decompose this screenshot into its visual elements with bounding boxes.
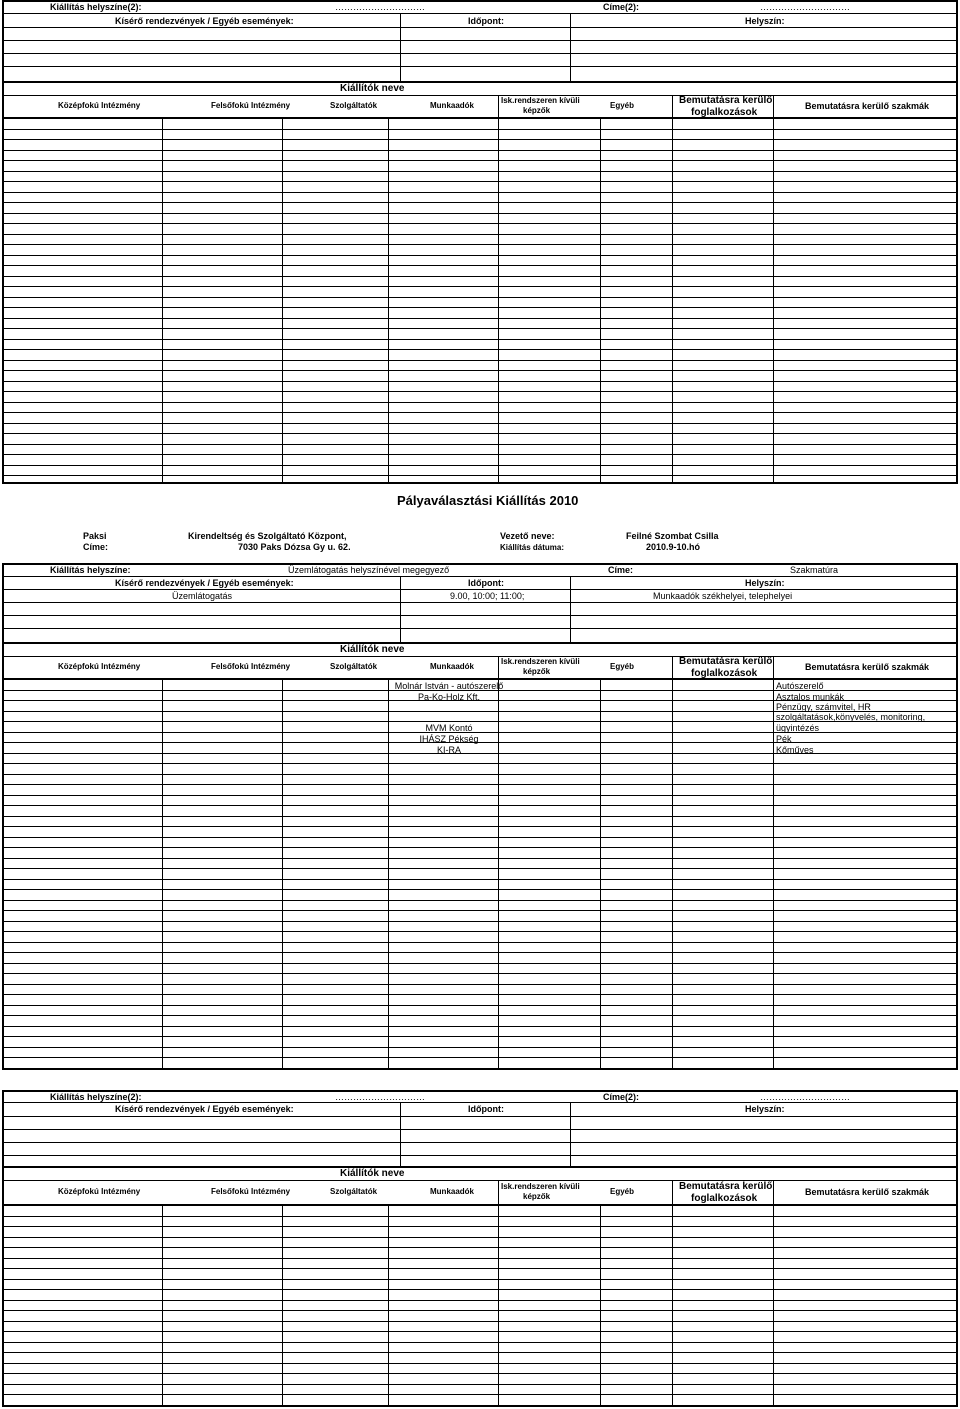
grid-row-line	[2, 433, 958, 434]
col-trades: Bemutatásra kerülő szakmák	[805, 1187, 930, 1197]
col-secondary: Középfokú Intézmény	[58, 101, 141, 110]
grid-row-line	[2, 139, 958, 140]
grid-row-line	[2, 244, 958, 245]
grid-row-line	[2, 1216, 958, 1217]
grid-column-line	[498, 118, 499, 484]
divider	[672, 657, 673, 679]
grid-row-line	[2, 213, 958, 214]
location-label: Kiállítás helyszíne:	[50, 565, 131, 575]
col-secondary: Középfokú Intézmény	[58, 662, 141, 671]
date-value: 2010.9-10.hó	[646, 542, 701, 552]
office-name: Kirendeltség és Szolgáltató Központ,	[188, 531, 347, 541]
grid-row-line	[2, 255, 958, 256]
venue-label: Helyszín:	[745, 16, 785, 26]
grid-row-line	[2, 1026, 958, 1027]
address-value: …………………………	[760, 2, 850, 12]
col-nonschool: Isk.rendszeren kívüli	[501, 1182, 580, 1191]
location-label: Kiállítás helyszíne(2):	[50, 2, 142, 12]
col-other: Egyéb	[610, 101, 635, 110]
divider	[773, 96, 774, 118]
trade-entry: Autószerelő	[776, 681, 824, 691]
address-label: Címe:	[608, 565, 634, 575]
office-address-label: Címe:	[83, 542, 109, 552]
trade-entry: Kőműves	[776, 745, 814, 755]
grid-row-line	[2, 847, 958, 848]
grid-column-line	[282, 118, 283, 484]
col-activities-2: foglalkozások	[691, 1193, 758, 1204]
grid-column-line	[600, 679, 601, 1070]
grid-row-line	[2, 837, 958, 838]
grid-row-line	[2, 795, 958, 796]
grid-row-line	[2, 1342, 958, 1343]
divider	[498, 657, 499, 679]
grid-row-line	[2, 1247, 958, 1248]
location-value: …………………………	[335, 2, 425, 12]
grid-column-line	[162, 679, 163, 1070]
col-higher: Felsőfokú Intézmény	[211, 1187, 291, 1196]
divider	[400, 14, 401, 83]
grid-row-line	[2, 286, 958, 287]
grid-row-line	[2, 1310, 958, 1311]
col-employers: Munkaadók	[430, 101, 475, 110]
grid-column-line	[162, 118, 163, 484]
grid-row-line	[2, 816, 958, 817]
divider	[773, 657, 774, 679]
address-label: Címe(2):	[603, 1092, 640, 1102]
grid-row-line	[2, 1047, 958, 1048]
grid-row-line	[2, 475, 958, 476]
location-value: Üzemlátogatás helyszínével megegyező	[288, 565, 450, 575]
col-services: Szolgáltatók	[330, 101, 378, 110]
employer-entry: Pa-Ko-Holz Kft.	[417, 692, 481, 702]
employer-entry: IHÁSZ Pékség	[419, 734, 479, 744]
grid-row-line	[2, 879, 958, 880]
grid-column-line	[162, 1205, 163, 1407]
grid-row-line	[2, 1405, 958, 1406]
col-other: Egyéb	[610, 1187, 635, 1196]
grid-row-line	[2, 1258, 958, 1259]
grid-column-line	[773, 1205, 774, 1407]
address-label: Címe(2):	[603, 2, 640, 12]
grid-row-line	[2, 1015, 958, 1016]
grid-column-line	[388, 118, 389, 484]
divider	[2, 602, 958, 603]
leader-label: Vezető neve:	[500, 531, 555, 541]
divider	[2, 53, 958, 54]
grid-row-line	[2, 1057, 958, 1058]
office-address: 7030 Paks Dózsa Gy u. 62.	[238, 542, 351, 552]
grid-column-line	[282, 1205, 283, 1407]
divider	[2, 95, 958, 96]
grid-row-line	[2, 1321, 958, 1322]
grid-row-line	[2, 297, 958, 298]
office-city: Paksi	[83, 531, 107, 541]
grid-row-line	[2, 444, 958, 445]
grid-row-line	[2, 202, 958, 203]
col-activities-2: foglalkozások	[691, 668, 758, 679]
grid-row-line	[2, 307, 958, 308]
grid-row-line	[2, 1068, 958, 1069]
location-label: Kiállítás helyszíne(2):	[50, 1092, 142, 1102]
grid-row-line	[2, 952, 958, 953]
col-trades: Bemutatásra kerülő szakmák	[805, 101, 930, 111]
grid-row-line	[2, 973, 958, 974]
exhibitors-title: Kiállítók neve	[340, 1168, 405, 1179]
grid-row-line	[2, 826, 958, 827]
grid-row-line	[2, 1268, 958, 1269]
grid-row-line	[2, 910, 958, 911]
divider	[672, 1181, 673, 1205]
divider	[2, 1116, 958, 1117]
trade-entry: szolgáltatások,könyvelés, monitoring,	[776, 712, 926, 722]
grid-row-line	[2, 1289, 958, 1290]
grid-row-line	[2, 171, 958, 172]
grid-column-line	[773, 118, 774, 484]
trade-entry: Pék	[776, 734, 792, 744]
col-secondary: Középfokú Intézmény	[58, 1187, 141, 1196]
grid-row-line	[2, 223, 958, 224]
grid-row-line	[2, 402, 958, 403]
grid-row-line	[2, 391, 958, 392]
col-nonschool: Isk.rendszeren kívüli	[501, 96, 580, 105]
grid-row-line	[2, 942, 958, 943]
grid-row-line	[2, 328, 958, 329]
time-label: Időpont:	[468, 1104, 504, 1114]
grid-row-line	[2, 889, 958, 890]
grid-row-line	[2, 1279, 958, 1280]
grid-row-line	[2, 265, 958, 266]
divider	[2, 1180, 958, 1181]
col-other: Egyéb	[610, 662, 635, 671]
employer-entry: MVM Kontó	[425, 723, 473, 733]
time-value: 9.00, 10:00; 11:00;	[450, 591, 525, 601]
grid-row-line	[2, 181, 958, 182]
grid-row-line	[2, 805, 958, 806]
grid-column-line	[773, 679, 774, 1070]
col-trades: Bemutatásra kerülő szakmák	[805, 662, 930, 672]
divider	[570, 577, 571, 643]
leader-name: Feilné Szombat Csilla	[626, 531, 719, 541]
grid-row-line	[2, 963, 958, 964]
date-label: Kiállítás dátuma:	[500, 543, 565, 552]
col-nonschool-2: képzők	[523, 1192, 551, 1201]
divider	[2, 66, 958, 67]
grid-column-line	[672, 1205, 673, 1407]
address-value: Szakmatúra	[790, 565, 839, 575]
divider	[2, 1129, 958, 1130]
divider	[2, 1155, 958, 1156]
grid-row-line	[2, 763, 958, 764]
col-activities: Bemutatásra kerülő	[679, 1181, 773, 1192]
col-nonschool-2: képzők	[523, 667, 551, 676]
col-nonschool: Isk.rendszeren kívüli	[501, 657, 580, 666]
grid-row-line	[2, 160, 958, 161]
col-activities: Bemutatásra kerülő	[679, 656, 773, 667]
grid-row-line	[2, 318, 958, 319]
grid-row-line	[2, 349, 958, 350]
col-nonschool-2: képzők	[523, 106, 551, 115]
grid-row-line	[2, 1331, 958, 1332]
divider	[498, 96, 499, 118]
divider	[2, 615, 958, 616]
col-activities-2: foglalkozások	[691, 107, 758, 118]
grid-column-line	[672, 679, 673, 1070]
grid-column-line	[388, 1205, 389, 1407]
col-services: Szolgáltatók	[330, 1187, 378, 1196]
grid-row-line	[2, 1237, 958, 1238]
exhibitors-grid-bottom	[2, 1205, 958, 1407]
grid-row-line	[2, 774, 958, 775]
grid-row-line	[2, 900, 958, 901]
divider	[672, 96, 673, 118]
grid-row-line	[2, 1226, 958, 1227]
grid-row-line	[2, 858, 958, 859]
col-activities: Bemutatásra kerülő	[679, 95, 773, 106]
address-value: …………………………	[760, 1092, 850, 1102]
grid-row-line	[2, 360, 958, 361]
events-label: Kísérő rendezvények / Egyéb események:	[115, 578, 294, 588]
divider	[400, 1103, 401, 1168]
grid-row-line	[2, 423, 958, 424]
venue-label: Helyszín:	[745, 578, 785, 588]
grid-row-line	[2, 150, 958, 151]
trade-entry: ügyintézés	[776, 723, 820, 733]
grid-row-line	[2, 454, 958, 455]
employer-entry: Molnár István - autószerelő	[394, 681, 504, 691]
page-title: Pályaválasztási Kiállítás 2010	[397, 493, 579, 508]
divider	[2, 589, 958, 590]
grid-row-line	[2, 984, 958, 985]
venue-label: Helyszín:	[745, 1104, 785, 1114]
employer-entry: KI-RA	[436, 745, 461, 755]
grid-row-line	[2, 994, 958, 995]
grid-column-line	[600, 1205, 601, 1407]
divider	[2, 1142, 958, 1143]
divider	[2, 27, 958, 28]
divider	[2, 13, 958, 14]
trade-entry: Asztalos munkák	[776, 692, 845, 702]
location-value: …………………………	[335, 1092, 425, 1102]
exhibitors-title: Kiállítók neve	[340, 644, 405, 655]
grid-row-line	[2, 412, 958, 413]
grid-row-line	[2, 784, 958, 785]
grid-row-line	[2, 868, 958, 869]
grid-row-line	[2, 234, 958, 235]
grid-row-line	[2, 129, 958, 130]
col-employers: Munkaadók	[430, 662, 475, 671]
grid-row-line	[2, 1384, 958, 1385]
grid-row-line	[2, 381, 958, 382]
grid-column-line	[672, 118, 673, 484]
divider	[570, 14, 571, 83]
divider	[570, 1103, 571, 1168]
col-employers: Munkaadók	[430, 1187, 475, 1196]
divider	[773, 1181, 774, 1205]
grid-row-line	[2, 1300, 958, 1301]
grid-row-line	[2, 276, 958, 277]
grid-row-line	[2, 921, 958, 922]
divider	[498, 1181, 499, 1205]
exhibitors-title: Kiállítók neve	[340, 83, 405, 94]
divider	[400, 577, 401, 643]
grid-row-line	[2, 192, 958, 193]
grid-row-line	[2, 1352, 958, 1353]
grid-column-line	[282, 679, 283, 1070]
time-label: Időpont:	[468, 578, 504, 588]
divider	[2, 576, 958, 577]
grid-column-line	[600, 118, 601, 484]
divider	[2, 628, 958, 629]
grid-row-line	[2, 1363, 958, 1364]
exhibitors-grid-top	[2, 118, 958, 484]
grid-row-line	[2, 1373, 958, 1374]
grid-row-line	[2, 1005, 958, 1006]
col-higher: Felsőfokú Intézmény	[211, 662, 291, 671]
grid-row-line	[2, 1036, 958, 1037]
col-higher: Felsőfokú Intézmény	[211, 101, 291, 110]
trade-entry: Pénzügy, számvitel, HR	[776, 702, 871, 712]
grid-row-line	[2, 1394, 958, 1395]
event-value: Üzemlátogatás	[172, 591, 233, 601]
events-label: Kísérő rendezvények / Egyéb események:	[115, 16, 294, 26]
grid-row-line	[2, 370, 958, 371]
grid-row-line	[2, 931, 958, 932]
grid-column-line	[498, 1205, 499, 1407]
venue-value: Munkaadók székhelyei, telephelyei	[653, 591, 793, 601]
divider	[2, 656, 958, 657]
col-services: Szolgáltatók	[330, 662, 378, 671]
divider	[2, 40, 958, 41]
divider	[2, 1102, 958, 1103]
time-label: Időpont:	[468, 16, 504, 26]
events-label: Kísérő rendezvények / Egyéb események:	[115, 1104, 294, 1114]
grid-row-line	[2, 465, 958, 466]
grid-row-line	[2, 339, 958, 340]
